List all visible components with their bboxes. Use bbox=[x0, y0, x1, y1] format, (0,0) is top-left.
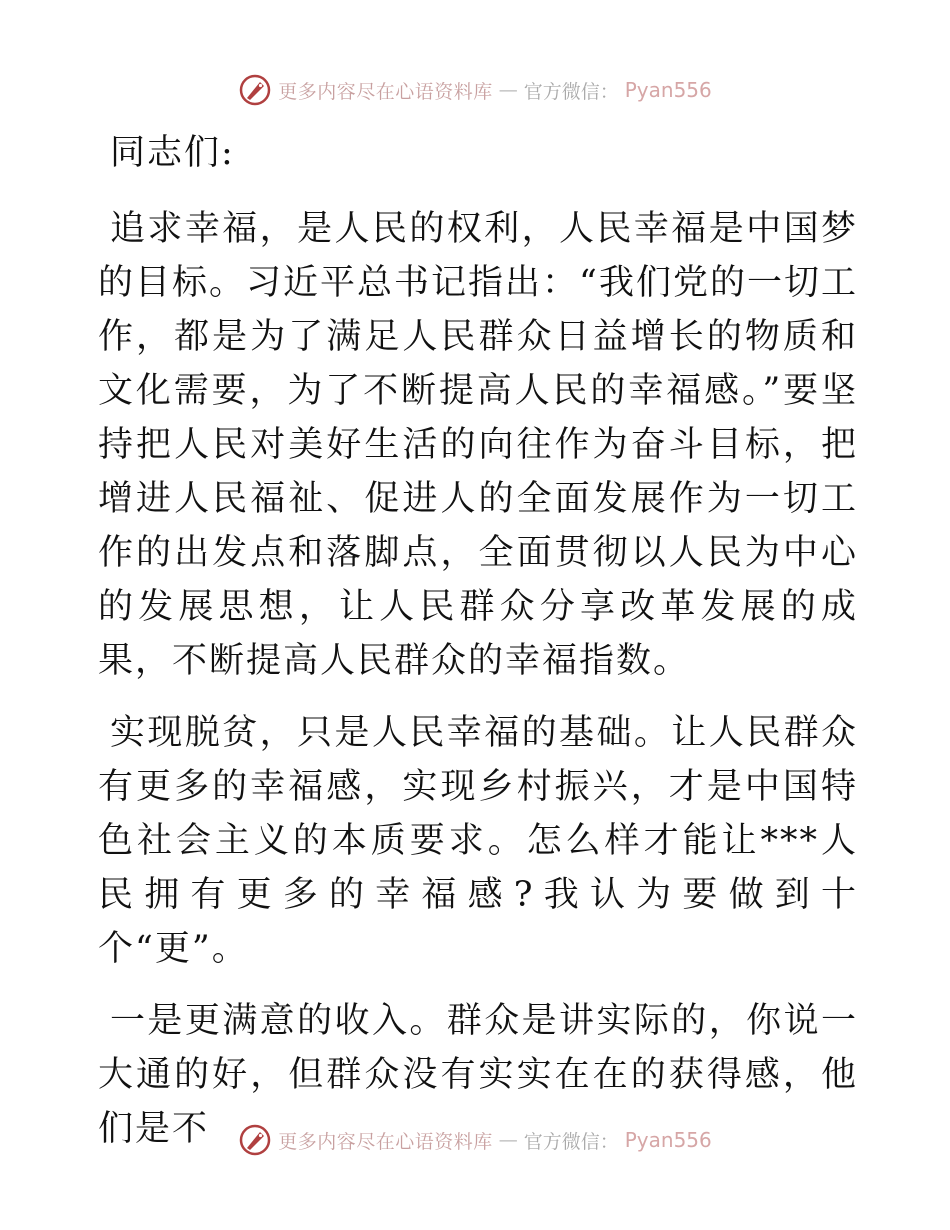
watermark-label: 官方微信： bbox=[523, 80, 619, 103]
watermark-site-text: 更多内容尽在心语资料库 bbox=[278, 1130, 493, 1153]
pen-nib-logo-icon bbox=[238, 73, 272, 107]
watermark-wechat-id: Pyan556 bbox=[624, 78, 712, 102]
header-watermark bbox=[0, 68, 950, 112]
footer-watermark bbox=[0, 1118, 950, 1162]
watermark-wechat-id: Pyan556 bbox=[624, 1128, 712, 1152]
watermark-separator: — bbox=[498, 1129, 518, 1151]
watermark-separator: — bbox=[498, 79, 518, 101]
paragraph-3: 一是更满意的收入。群众是讲实际的，你说一大通的好，但群众没有实实在在的获得感，他们是不 bbox=[98, 1001, 858, 1149]
paragraph-2: 实现脱贫，只是人民幸福的基础。让人民群众有更多的幸福感，实现乡村振兴，才是中国特色社会主义的本质要求。怎么样才能让***人民拥有更多的幸福感?我认为要做到十个“更”。 bbox=[98, 713, 858, 969]
paragraph-1: 追求幸福，是人民的权利，人民幸福是中国梦的目标。习近平总书记指出：“我们党的一切工作，都是为了满足人民群众日益增长的物质和文化需要，为了不断提高人民的幸福感。”要坚持把人民对美好生活的向往作为奋斗目标，把增进人民福祉、促进人的全面发展作为一切工作的出发点和落脚点，全面贯彻以人民为中心的发展思想，让人民群众分享改革发展的成果，不断提高人民群众的幸福指数。 bbox=[98, 209, 858, 681]
watermark-label: 官方微信： bbox=[523, 1130, 619, 1153]
salutation: 同志们: bbox=[110, 133, 235, 173]
pen-nib-logo-icon bbox=[238, 1123, 272, 1157]
watermark-site-text: 更多内容尽在心语资料库 bbox=[278, 80, 493, 103]
document-body bbox=[98, 126, 858, 1174]
